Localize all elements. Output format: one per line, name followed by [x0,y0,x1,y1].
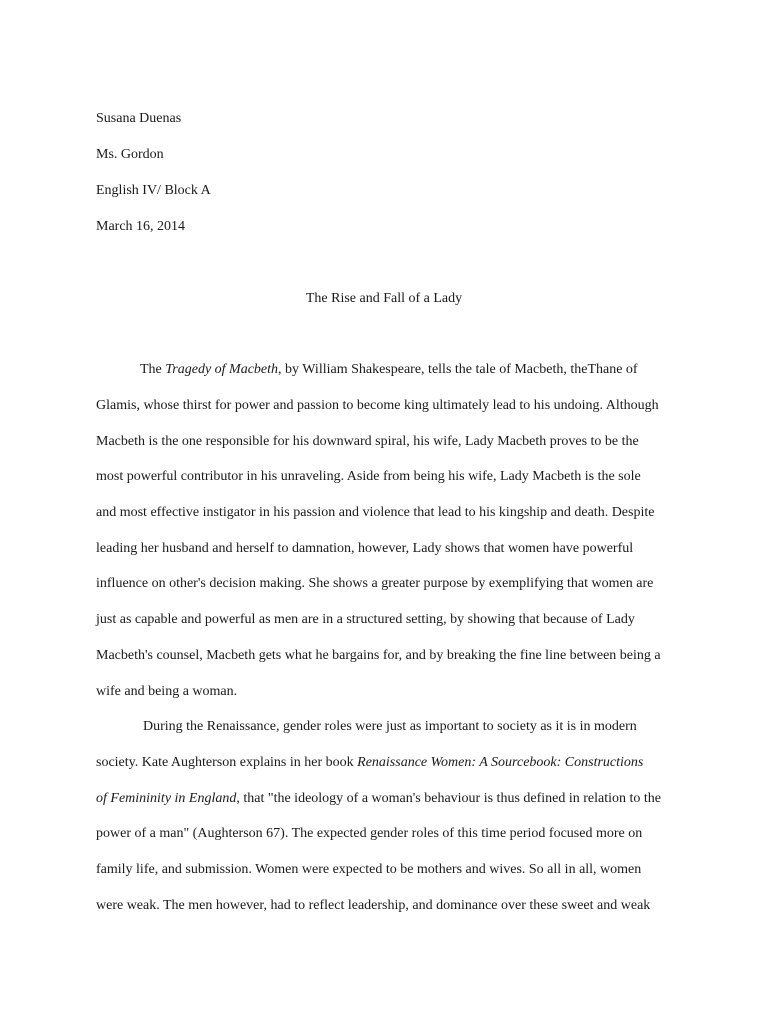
text-run: society. Kate Aughterson explains in her book [96,755,358,770]
paragraph-1-line-1 [140,361,638,379]
paragraph-1-line-9: Macbeth's counsel, Macbeth gets what he bargains for, and by breaking the fine line between being a [96,648,661,663]
paragraph-1-line-4: most powerful contributor in his unraveling. Aside from being his wife, Lady Macbeth is the sole [96,469,641,484]
text-run: , by William Shakespeare, tells the tale of Macbeth, theThane of [278,362,638,377]
paragraph-1-line-8: just as capable and powerful as men are in a structured setting, by showing that because of Lady [96,612,635,627]
book-title-italic: of Femininity in England [96,791,237,806]
paragraph-2-line-4: power of a man" (Aughterson 67). The expected gender roles of this time period focused more on [96,826,643,841]
paragraph-2-line-2 [96,754,643,772]
text-run: , that "the ideology of a woman's behaviour is thus defined in relation to the [236,791,662,806]
book-title-italic: Renaissance Women: A Sourcebook: Constructions [357,755,644,770]
text-run: The [140,362,166,377]
paragraph-1-line-3: Macbeth is the one responsible for his downward spiral, his wife, Lady Macbeth proves to be the [96,434,639,449]
paragraph-1-line-7: influence on other's decision making. She shows a greater purpose by exemplifying that women are [96,576,654,591]
student-name: Susana Duenas [96,111,182,126]
paragraph-1-line-6: leading her husband and herself to damnation, however, Lady shows that women have powerful [96,541,634,556]
essay-title: The Rise and Fall of a Lady [305,291,463,306]
course-block: English IV/ Block A [96,183,211,198]
paragraph-1-line-2: Glamis, whose thirst for power and passion to become king ultimately lead to his undoing. Although [96,398,659,413]
paragraph-1-line-5: and most effective instigator in his passion and violence that lead to his kingship and death. Despite [96,505,655,520]
play-title-italic: Tragedy of Macbeth [165,362,279,377]
teacher-name: Ms. Gordon [96,147,164,162]
paragraph-2-line-1: During the Renaissance, gender roles were just as important to society as it is in modern [143,719,637,734]
paragraph-1-line-10: wife and being a woman. [96,684,238,699]
essay-date: March 16, 2014 [96,219,186,234]
paragraph-2-line-6: were weak. The men however, had to reflect leadership, and dominance over these sweet and weak [96,898,651,913]
paragraph-2-line-5: family life, and submission. Women were expected to be mothers and wives. So all in all, women [96,862,642,877]
paragraph-2-line-3 [96,790,661,808]
